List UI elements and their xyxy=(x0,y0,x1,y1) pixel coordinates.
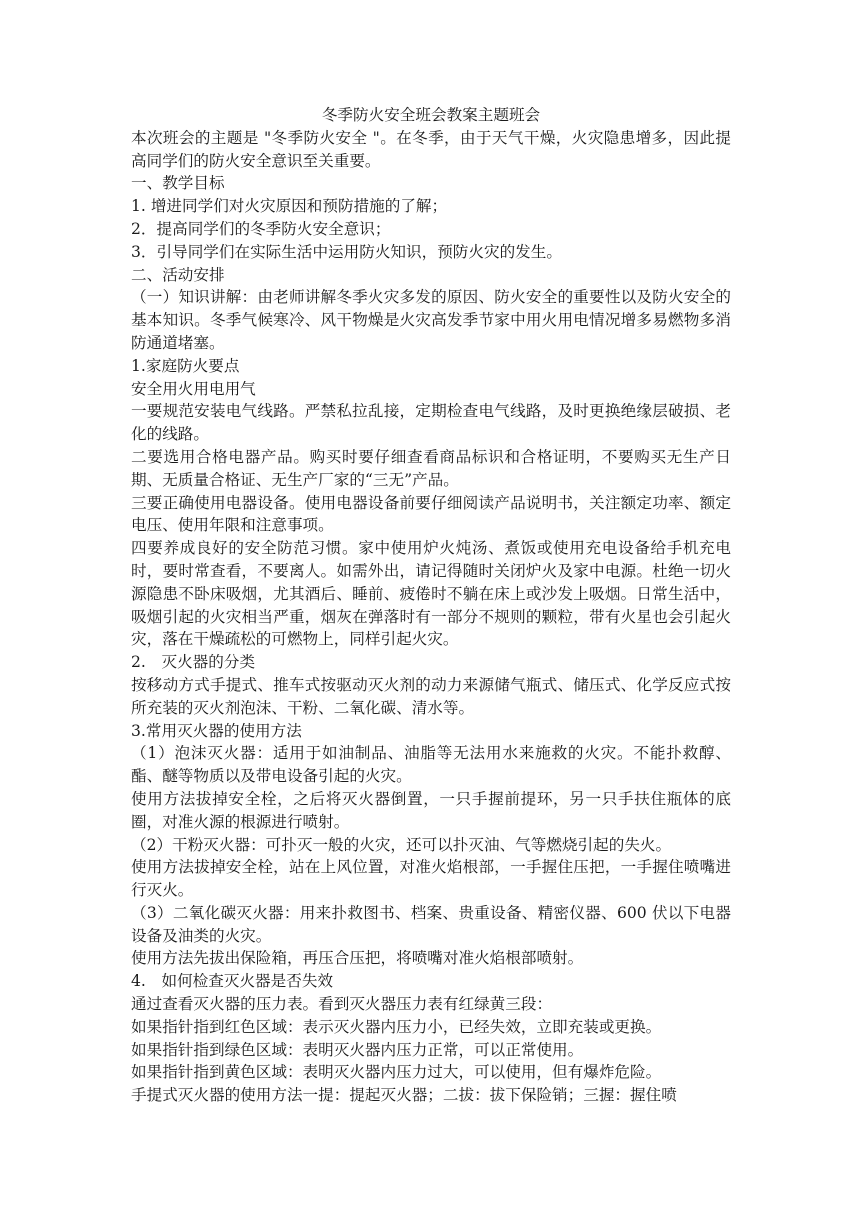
yellow-zone-paragraph: 如果指针指到黄色区域：表明灭火器内压力过大，可以使用，但有爆炸危险。 xyxy=(131,1063,662,1082)
intro-paragraph: 本次班会的主题是 "冬季防火安全 "。在冬季，由于天气干燥，火灾隐患增多，因此提高同学们的防火安全意识至关重要。 xyxy=(131,128,731,170)
red-zone-paragraph: 如果指针指到红色区域：表示灭火器内压力小，已经失效，立即充装或更换。 xyxy=(131,1017,662,1036)
rule-paragraph-1: 一要规范安装电气线路。严禁私拉乱接，定期检查电气线路，及时更换绝缘层破损、老化的线路。 xyxy=(131,402,731,444)
foam-extinguisher-paragraph: （1）泡沫灭火器：适用于如油制品、油脂等无法用水来施救的火灾。不能扑救醇、酯、醚等物质以及带电设备引起的火灾。 xyxy=(131,744,731,786)
powder-usage-paragraph: 使用方法拔掉安全栓，站在上风位置，对准火焰根部，一手握住压把，一手握住喷嘴进行灭火。 xyxy=(131,858,731,900)
rule-paragraph-3: 三要正确使用电器设备。使用电器设备前要仔细阅读产品说明书，关注额定功率、额定电压、使用年限和注意事项。 xyxy=(131,493,731,535)
co2-extinguisher-paragraph: （3）二氧化碳灭火器：用来扑救图书、档案、贵重设备、精密仪器、600 伏以下电器设备及油类的火灾。 xyxy=(131,903,731,945)
green-zone-paragraph: 如果指针指到绿色区域：表明灭火器内压力正常，可以正常使用。 xyxy=(131,1040,584,1059)
objective-item-3: 3．引导同学们在实际生活中运用防火知识，预防火灾的发生。 xyxy=(131,242,562,261)
knowledge-lecture-paragraph: （一）知识讲解：由老师讲解冬季火灾多发的原因、防火安全的重要性以及防火安全的基本知识。冬季气候寒冷、风干物燥是火灾高发季节家中用火用电情况增多易燃物多消防通道堵塞。 xyxy=(131,288,731,352)
rule-paragraph-2: 二要选用合格电器产品。购买时要仔细查看商品标识和合格证明，不要购买无生产日期、无质量合格证、无生产厂家的“三无”产品。 xyxy=(131,447,731,489)
co2-usage-paragraph: 使用方法先拔出保险箱，再压合压把，将喷嘴对准火焰根部喷射。 xyxy=(131,949,584,968)
rule-paragraph-4: 四要养成良好的安全防范习惯。家中使用炉火炖汤、煮饭或使用充电设备给手机充电时，要时常查看，不要离人。如需外出，请记得随时关闭炉火及家中电源。杜绝一切火源隐患不卧床吸烟，尤其酒后、睡前、疲倦时不躺在床上或沙发上吸烟。日常生活中，吸烟引起的火灾相当严重，烟灰在弹落时有一部分不规则的颗粒，带有火星也会引起火灾，落在干燥疏松的可燃物上，同样引起火灾。 xyxy=(131,539,731,649)
subheading-safe-usage: 安全用火用电用气 xyxy=(131,379,256,398)
pressure-gauge-paragraph: 通过查看灭火器的压力表。看到灭火器压力表有红绿黄三段： xyxy=(131,995,553,1014)
section-heading-activities: 二、活动安排 xyxy=(131,265,225,284)
subheading-check-extinguisher: 4. 如何检查灭火器是否失效 xyxy=(131,972,334,991)
objective-item-1: 1. 增进同学们对火灾原因和预防措施的了解； xyxy=(131,197,448,216)
document-title: 冬季防火安全班会教案主题班会 xyxy=(321,106,541,124)
handheld-usage-paragraph: 手提式灭火器的使用方法一提：提起灭火器；二拔：拔下保险销；三握：握住喷 xyxy=(131,1086,677,1105)
subheading-extinguisher-types: 2. 灭火器的分类 xyxy=(131,653,256,672)
document-body xyxy=(131,104,731,1107)
subheading-home-fire-safety: 1.家庭防火要点 xyxy=(131,356,240,375)
foam-usage-paragraph: 使用方法拔掉安全栓，之后将灭火器倒置，一只手握前提环，另一只手扶住瓶体的底圈，对准火源的根源进行喷射。 xyxy=(131,789,731,831)
subheading-extinguisher-usage: 3.常用灭火器的使用方法 xyxy=(131,721,302,740)
objective-item-2: 2．提高同学们的冬季防火安全意识； xyxy=(131,219,391,238)
section-heading-objectives: 一、教学目标 xyxy=(131,174,225,193)
powder-extinguisher-paragraph: （2）干粉灭火器：可扑灭一般的火灾，还可以扑灭油、气等燃烧引起的失火。 xyxy=(131,835,672,854)
extinguisher-types-paragraph: 按移动方式手提式、推车式按驱动灭火剂的动力来源储气瓶式、储压式、化学反应式按所充装的灭火剂泡沫、干粉、二氧化碳、清水等。 xyxy=(131,675,731,717)
